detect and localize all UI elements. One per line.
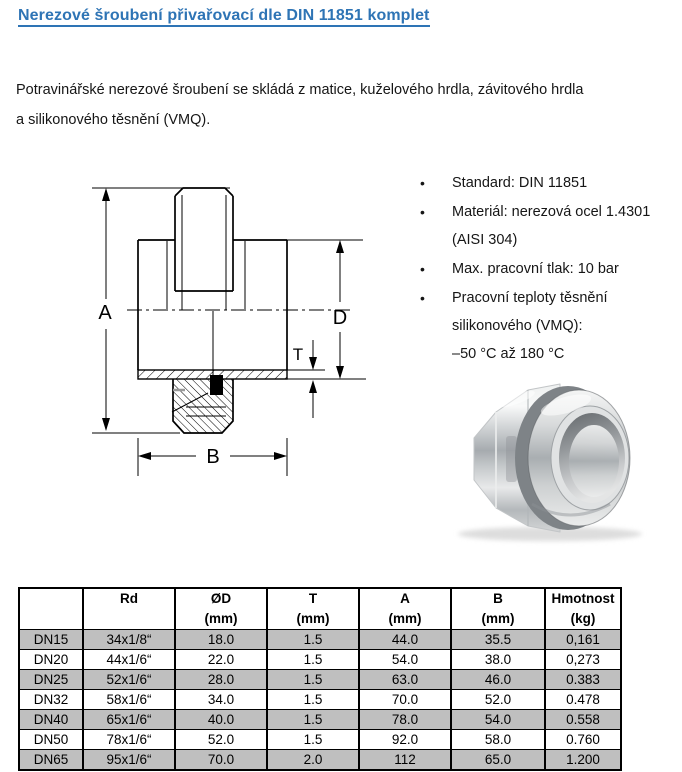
table-cell-t: 1.5 — [267, 690, 359, 710]
table-row — [19, 670, 621, 690]
table-cell-od: 70.0 — [175, 750, 267, 771]
table-cell-a: 44.0 — [359, 630, 451, 650]
product-photo — [448, 372, 660, 553]
spec-list-item — [410, 255, 682, 283]
technical-drawing-svg — [58, 160, 370, 492]
table-row — [19, 690, 621, 710]
table-cell-t: 2.0 — [267, 750, 359, 771]
table-cell-dn: DN15 — [19, 630, 83, 650]
table-cell-dn: DN50 — [19, 730, 83, 750]
page-title[interactable] — [18, 7, 430, 25]
table-cell-b: 54.0 — [451, 710, 545, 730]
dim-label-t: T — [292, 345, 304, 364]
spec-line: Max. pracovní tlak: 10 bar — [452, 261, 619, 277]
spec-list-item — [410, 198, 682, 254]
column-header: T (mm) — [267, 588, 359, 630]
table-cell-rd: 95x1/6“ — [83, 750, 175, 771]
table-cell-t: 1.5 — [267, 630, 359, 650]
table-cell-od: 28.0 — [175, 670, 267, 690]
table-cell-a: 78.0 — [359, 710, 451, 730]
spec-line: Pracovní teploty těsnění — [452, 290, 608, 306]
bullet-icon: • — [420, 204, 425, 220]
table-row — [19, 710, 621, 730]
table-cell-od: 22.0 — [175, 650, 267, 670]
table-cell-kg: 0,161 — [545, 630, 621, 650]
column-header — [19, 588, 83, 630]
table-cell-a: 92.0 — [359, 730, 451, 750]
spec-list-item — [410, 169, 682, 197]
intro-line: Potravinářské nerezové šroubení se skládá z matice, kuželového hrdla, závitového hrdla — [16, 82, 584, 98]
table-cell-a: 63.0 — [359, 670, 451, 690]
table-cell-kg: 0.383 — [545, 670, 621, 690]
column-header: A (mm) — [359, 588, 451, 630]
dim-label-a: A — [98, 302, 112, 324]
intro-line: a silikonového těsnění (VMQ). — [16, 112, 211, 128]
spec-line: –50 °C až 180 °C — [452, 346, 565, 362]
table-cell-kg: 0,273 — [545, 650, 621, 670]
spec-line: silikonového (VMQ): — [452, 318, 583, 334]
table-cell-dn: DN40 — [19, 710, 83, 730]
bullet-icon: • — [420, 175, 425, 191]
product-photo-svg — [448, 372, 660, 548]
spec-list — [410, 169, 682, 369]
spec-table — [18, 587, 622, 771]
table-cell-rd: 44x1/6“ — [83, 650, 175, 670]
column-header: B (mm) — [451, 588, 545, 630]
table-cell-b: 65.0 — [451, 750, 545, 771]
column-header: Rd — [83, 588, 175, 630]
bullet-icon: • — [420, 290, 425, 306]
bullet-icon: • — [420, 261, 425, 277]
table-body — [19, 630, 621, 771]
table-cell-dn: DN32 — [19, 690, 83, 710]
spec-line: (AISI 304) — [452, 232, 518, 248]
table-row — [19, 630, 621, 650]
table-cell-rd: 65x1/6“ — [83, 710, 175, 730]
table-cell-kg: 1.200 — [545, 750, 621, 771]
technical-drawing — [58, 160, 370, 497]
table-cell-rd: 34x1/8“ — [83, 630, 175, 650]
table-cell-t: 1.5 — [267, 670, 359, 690]
table-cell-od: 18.0 — [175, 630, 267, 650]
spec-line: Standard: DIN 11851 — [452, 175, 588, 191]
table-cell-b: 35.5 — [451, 630, 545, 650]
intro-paragraph — [16, 75, 682, 135]
table-cell-od: 52.0 — [175, 730, 267, 750]
table-cell-dn: DN25 — [19, 670, 83, 690]
column-header: Hmotnost (kg) — [545, 588, 621, 630]
table-row — [19, 650, 621, 670]
table-cell-od: 34.0 — [175, 690, 267, 710]
table-cell-kg: 0.478 — [545, 690, 621, 710]
table-cell-dn: DN20 — [19, 650, 83, 670]
table-cell-b: 46.0 — [451, 670, 545, 690]
table-cell-t: 1.5 — [267, 650, 359, 670]
spec-list-item — [410, 284, 682, 368]
table-cell-b: 58.0 — [451, 730, 545, 750]
dim-label-d: D — [332, 307, 348, 329]
table-row — [19, 750, 621, 771]
table-cell-rd: 78x1/6“ — [83, 730, 175, 750]
page-title-text: Nerezové šroubení přivařovací dle DIN 11851 komplet — [18, 7, 430, 27]
column-header: ØD (mm) — [175, 588, 267, 630]
table-cell-rd: 52x1/6“ — [83, 670, 175, 690]
table-header-row — [19, 588, 621, 630]
table-cell-kg: 0.760 — [545, 730, 621, 750]
table-cell-kg: 0.558 — [545, 710, 621, 730]
table-cell-od: 40.0 — [175, 710, 267, 730]
table-cell-b: 38.0 — [451, 650, 545, 670]
table-cell-rd: 58x1/6“ — [83, 690, 175, 710]
dim-label-b: B — [206, 446, 220, 468]
table-cell-t: 1.5 — [267, 730, 359, 750]
table-cell-a: 54.0 — [359, 650, 451, 670]
table-row — [19, 730, 621, 750]
seal-marker — [210, 375, 223, 395]
table-cell-dn: DN65 — [19, 750, 83, 771]
table-cell-a: 112 — [359, 750, 451, 771]
table-cell-b: 52.0 — [451, 690, 545, 710]
spec-line: Materiál: nerezová ocel 1.4301 — [452, 204, 651, 220]
table-cell-a: 70.0 — [359, 690, 451, 710]
table-cell-t: 1.5 — [267, 710, 359, 730]
